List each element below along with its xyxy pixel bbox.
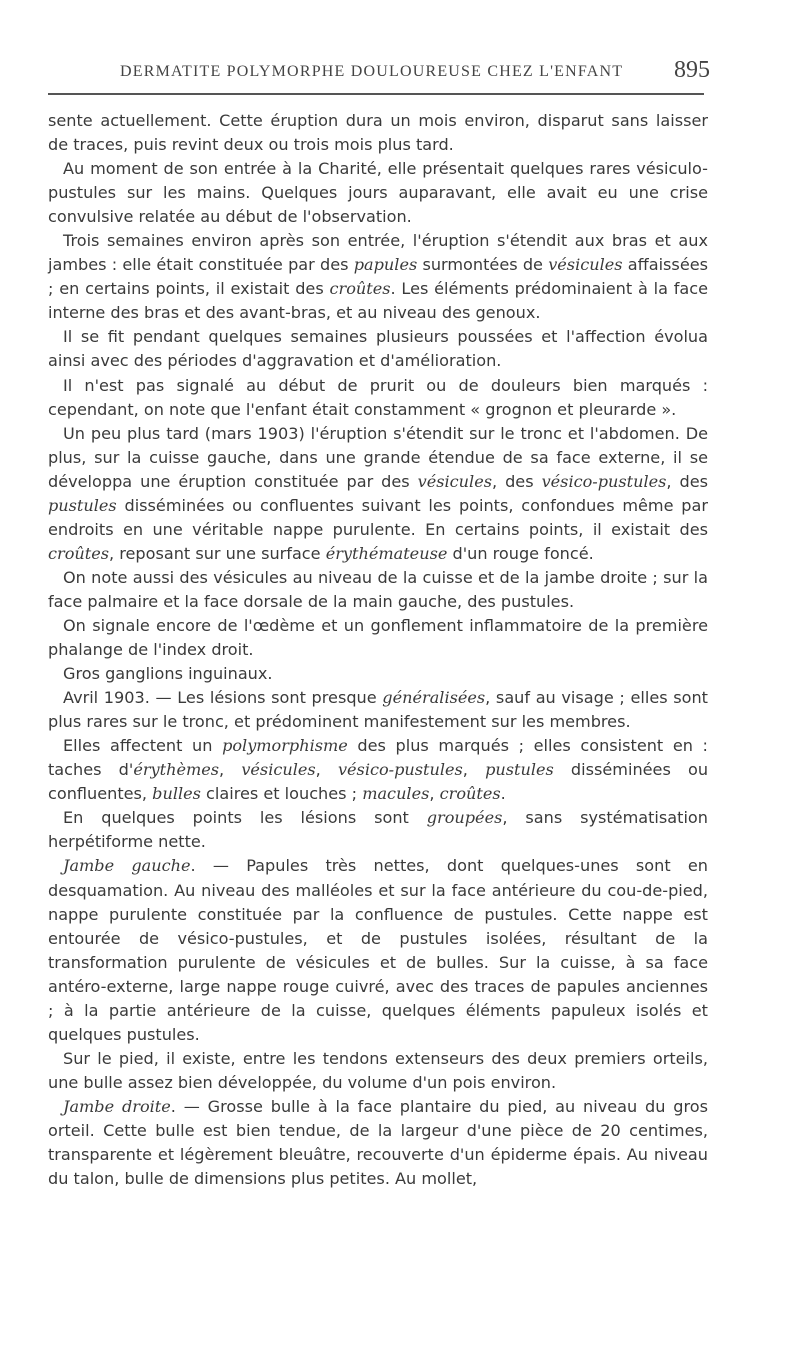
text-run: On signale encore de l'œdème et un gonflement inflammatoire de la première phalange de l'index droit. [48, 615, 708, 660]
paragraph [48, 109, 708, 157]
paragraph [48, 1095, 708, 1191]
italic-text: croûtes [329, 279, 391, 299]
body-text [48, 109, 708, 1191]
italic-text: macules [362, 784, 430, 804]
text-run: , [429, 784, 440, 804]
text-run: sente actuellement. Cette éruption dura un mois environ, disparut sans laisser de traces, puis revint deux ou trois mois plus tard. [48, 111, 708, 155]
italic-text: Jambe droite [63, 1096, 171, 1116]
text-run: Il n'est pas signalé au début de prurit ou de douleurs bien marqués : cependant, on note que l'enfant était constamment « grognon et pleurarde ». [48, 375, 708, 419]
text-run: surmontées de [417, 255, 549, 275]
text-run: . Les éléments prédominaient à la face interne des bras et des avant-bras, et au niveau des genoux. [48, 279, 708, 323]
text-run: , sans systématisation herpétiforme nette. [48, 808, 708, 852]
book-page [48, 55, 708, 1191]
italic-text: Jambe gauche [63, 856, 191, 876]
text-run: , sauf au visage ; elles sont plus rares sur le tronc, et prédominent manifestement sur les membres. [48, 688, 708, 732]
text-run: disséminées ou confluentes suivant les points, confondues même par endroits en une véritable nappe purulente. En certains points, il existait des [48, 495, 708, 539]
text-run: Un peu plus tard (mars 1903) l'éruption s'étendit sur le tronc et l'abdomen. De plus, sur la cuisse gauche, dans une grande étendue de sa face externe, il se développa une éruption constituée par des [48, 423, 708, 491]
text-run: , des [491, 471, 542, 491]
text-run: Gros ganglions inguinaux. [63, 664, 273, 684]
text-run: , [315, 760, 338, 780]
paragraph [48, 806, 708, 854]
text-run: disséminées ou confluentes, [48, 760, 709, 804]
running-head [48, 55, 708, 89]
italic-text: groupées [426, 808, 503, 828]
text-run: En quelques points les lésions sont [63, 808, 427, 828]
text-run: Elles affectent un [63, 736, 223, 756]
text-run: Trois semaines environ après son entrée, l'éruption s'étendit aux bras et aux jambes : elle était constituée par des [48, 231, 708, 275]
text-run: . — Papules très nettes, dont quelques-unes sont en desquamation. Au niveau des malléoles et sur la face antérieure du cou-de-pied, nappe purulente constituée par la confluence de pustules. Cette nappe est entourée de vésico-pustules, et de pustules isolées, résultant de la transformation purulente de vésicules et de bulles. Sur la cuisse, à sa face antéro-externe, large nappe rouge cuivré, avec des traces de papules anciennes ; à la partie antérieure de la cuisse, quelques éléments papuleux isolés et quelques pustules. [48, 856, 708, 1044]
text-run: Avril 1903. — Les lésions sont presque [63, 688, 383, 708]
italic-text: érythémateuse [325, 543, 448, 563]
text-run: des plus marqués ; elles consistent en : taches d' [48, 736, 708, 780]
italic-text: croûtes [439, 784, 501, 804]
text-run: On note aussi des vésicules au niveau de la cuisse et de la jambe droite ; sur la face palmaire et la face dorsale de la main gauche, des pustules. [48, 567, 708, 611]
text-run: , des [666, 471, 709, 491]
paragraph [48, 374, 708, 422]
paragraph [48, 566, 708, 614]
italic-text: érythèmes [133, 760, 220, 780]
italic-text: papules [353, 255, 418, 275]
paragraph [48, 662, 708, 686]
italic-text: bulles [152, 784, 201, 804]
paragraph [48, 422, 708, 566]
paragraph [48, 1047, 708, 1095]
paragraph [48, 686, 708, 734]
text-run: , [219, 760, 242, 780]
text-run: . — Grosse bulle à la face plantaire du pied, au niveau du gros orteil. Cette bulle est bien tendue, de la largeur d'une pièce de 20 centimes, transparente et légèrement bleuâtre, recouverte d'un épiderme épais. Au niveau du talon, bulle de dimensions plus petites. Au mollet, [48, 1096, 708, 1189]
paragraph [48, 229, 708, 325]
italic-text: vésicules [417, 471, 492, 491]
italic-text: vésicules [241, 760, 316, 780]
text-run: , reposant sur une surface [109, 543, 326, 563]
italic-text: pustules [48, 495, 117, 515]
italic-text: vésico-pustules [337, 760, 463, 780]
page-number: 895 [674, 57, 710, 83]
text-run: . [500, 784, 506, 804]
italic-text: croûtes [48, 543, 110, 563]
italic-text: pustules [485, 760, 554, 780]
header-rule [48, 93, 704, 95]
running-title: DERMATITE POLYMORPHE DOULOUREUSE CHEZ L'ENFANT [120, 63, 624, 80]
text-run: , [462, 760, 486, 780]
italic-text: polymorphisme [222, 736, 348, 756]
text-run: d'un rouge foncé. [447, 543, 594, 563]
italic-text: généralisées [382, 688, 486, 708]
text-run: Il se fit pendant quelques semaines plusieurs poussées et l'affection évolua ainsi avec des périodes d'aggravation et d'amélioration. [48, 327, 708, 371]
paragraph [48, 325, 708, 373]
text-run: affaissées ; en certains points, il existait des [48, 255, 709, 299]
text-run: Au moment de son entrée à la Charité, elle présentait quelques rares vésiculo-pustules sur les mains. Quelques jours auparavant, elle avait eu une crise convulsive relatée au début de l'observation. [48, 159, 708, 227]
paragraph [48, 734, 708, 806]
italic-text: vésico-pustules [541, 471, 667, 491]
paragraph [48, 157, 708, 229]
text-run: Sur le pied, il existe, entre les tendons extenseurs des deux premiers orteils, une bulle assez bien développée, du volume d'un pois environ. [48, 1048, 708, 1092]
text-run: claires et louches ; [200, 784, 363, 804]
paragraph [48, 854, 708, 1046]
italic-text: vésicules [548, 255, 623, 275]
paragraph [48, 614, 708, 662]
